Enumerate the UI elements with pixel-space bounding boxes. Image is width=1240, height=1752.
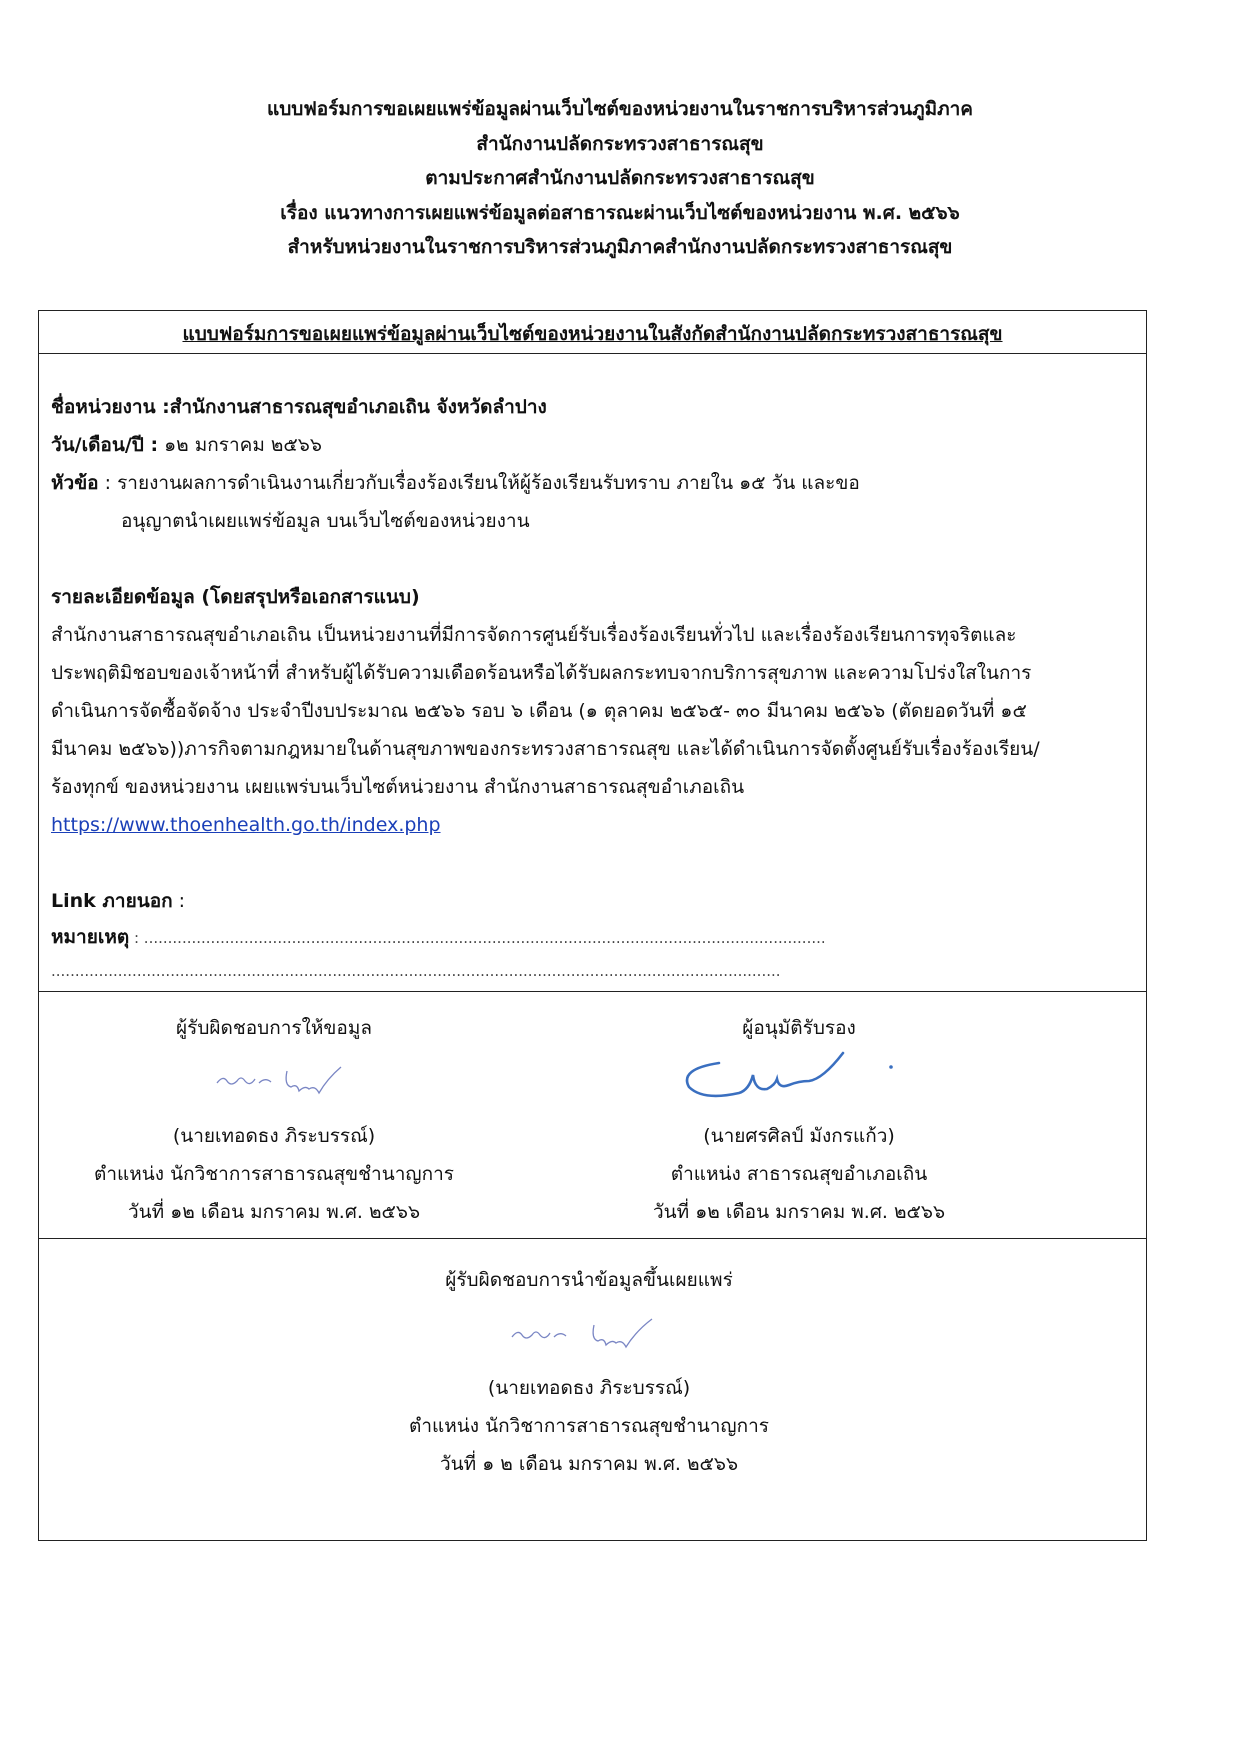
- header-line-5: สำหรับหน่วยงานในราชการบริหารส่วนภูมิภาคสำนักงานปลัดกระทรวงสาธารณสุข: [287, 236, 953, 258]
- bottom-position: ตำแหน่ง นักวิชาการสาธารณสุขชำนาญการ: [409, 1415, 769, 1437]
- signature-block-left: [59, 1009, 489, 1231]
- detail-line-5: ร้องทุกข์ ของหน่วยงาน เผยแพร่บนเว็บไซต์หน่วยงาน สำนักงานสาธารณสุขอำเภอเถิน: [51, 776, 745, 798]
- note-dots-1: : ...............................................................................................................................................: [129, 929, 826, 947]
- detail-link[interactable]: https://www.thoenhealth.go.th/index.php: [51, 814, 441, 836]
- header-line-3: ตามประกาศสำนักงานปลัดกระทรวงสาธารณสุข: [425, 167, 815, 189]
- topic-row: [51, 469, 860, 497]
- left-signature: [59, 1047, 489, 1117]
- external-link-label: Link ภายนอก: [51, 890, 173, 912]
- right-name: (นายศรศิลป์ มังกรแก้ว): [703, 1125, 895, 1147]
- topic-line-1: : รายงานผลการดำเนินงานเกี่ยวกับเรื่องร้องเรียนให้ผู้ร้องเรียนรับทราบ ภายใน ๑๕ วัน และขอ: [98, 472, 860, 494]
- signature-divider-bottom: [39, 1238, 1146, 1239]
- right-role: ผู้อนุมัติรับรอง: [742, 1017, 856, 1039]
- agency-label: ชื่อหน่วยงาน :: [51, 396, 170, 418]
- bottom-signature: [339, 1299, 839, 1369]
- left-date: วันที่ ๑๒ เดือน มกราคม พ.ศ. ๒๕๖๖: [127, 1201, 421, 1223]
- external-link-row: [51, 887, 185, 915]
- topic-line-2: อนุญาตนำเผยแพร่ข้อมูล บนเว็บไซต์ของหน่วยงาน: [121, 510, 530, 532]
- agency-row: [51, 393, 547, 421]
- right-position: ตำแหน่ง สาธารณสุขอำเภอเถิน: [670, 1163, 928, 1185]
- left-name: (นายเทอดธง ภิระบรรณ์): [172, 1125, 376, 1147]
- note-row: [51, 923, 826, 952]
- document-header: [0, 92, 1240, 265]
- detail-line-4: มีนาคม ๒๕๖๖))ภารกิจตามกฎหมายในด้านสุขภาพของกระทรวงสาธารณสุข และได้ดำเนินการจัดตั้งศูนย์รับเรื่องร้องเรียน/: [51, 738, 1040, 760]
- signature-image-left: [209, 1053, 359, 1103]
- signature-image-right: [679, 1049, 919, 1109]
- title-divider: [39, 353, 1146, 354]
- signature-image-bottom: [504, 1307, 674, 1357]
- left-role: ผู้รับผิดชอบการให้ขอมูล: [176, 1017, 372, 1039]
- right-date: วันที่ ๑๒ เดือน มกราคม พ.ศ. ๒๕๖๖: [652, 1201, 946, 1223]
- signature-divider-top: [39, 991, 1146, 992]
- detail-line-2: ประพฤติมิชอบของเจ้าหน้าที่ สำหรับผู้ได้รับความเดือดร้อนหรือได้รับผลกระทบจากบริการสุขภาพ และความโปร่งใสในการ: [51, 662, 1032, 684]
- bottom-date: วันที่ ๑ ๒ เดือน มกราคม พ.ศ. ๒๕๖๖: [439, 1453, 739, 1475]
- note-label: หมายเหตุ: [51, 926, 130, 948]
- form-frame: [38, 310, 1147, 1541]
- date-row: [51, 431, 322, 459]
- header-line-2: สำนักงานปลัดกระทรวงสาธารณสุข: [476, 132, 764, 155]
- agency-value: สำนักงานสาธารณสุขอำเภอเถิน จังหวัดลำปาง: [169, 396, 547, 418]
- date-value: ๑๒ มกราคม ๒๕๖๖: [158, 434, 322, 456]
- note-dots-2: .........................................................................................................................................................: [51, 962, 781, 980]
- header-line-4: เรื่อง แนวทางการเผยแพร่ข้อมูลต่อสาธารณะผ่านเว็บไซต์ของหน่วยงาน พ.ศ. ๒๕๖๖: [280, 201, 960, 224]
- date-label: วัน/เดือน/ปี :: [51, 434, 159, 456]
- external-link-colon: :: [172, 890, 186, 912]
- detail-line-3: ดำเนินการจัดซื้อจัดจ้าง ประจำปีงบประมาณ ๒๕๖๖ รอบ ๖ เดือน (๑ ตุลาคม ๒๕๖๕- ๓๐ มีนาคม ๒๕๖๖ (ตัดยอดวันที่ ๑๕: [51, 700, 1027, 722]
- right-signature: [579, 1047, 1019, 1117]
- form-title: แบบฟอร์มการขอเผยแพร่ข้อมูลผ่านเว็บไซต์ของหน่วยงานในสังกัดสำนักงานปลัดกระทรวงสาธารณสุข: [182, 323, 1003, 345]
- bottom-name: (นายเทอดธง ภิระบรรณ์): [487, 1377, 691, 1399]
- header-line-1: แบบฟอร์มการขอเผยแพร่ข้อมูลผ่านเว็บไซต์ของหน่วยงานในราชการบริหารส่วนภูมิภาค: [266, 98, 974, 120]
- signature-block-bottom: [339, 1261, 839, 1483]
- signature-block-right: [579, 1009, 1019, 1231]
- topic-label: หัวข้อ: [51, 472, 99, 494]
- detail-heading: รายละเอียดข้อมูล (โดยสรุปหรือเอกสารแนบ): [51, 586, 420, 608]
- detail-line-1: สำนักงานสาธารณสุขอำเภอเถิน เป็นหน่วยงานที่มีการจัดการศูนย์รับเรื่องร้องเรียนทั่วไป และเรื่องร้องเรียนการทุจริตและ: [51, 624, 1017, 646]
- left-position: ตำแหน่ง นักวิชาการสาธารณสุขชำนาญการ: [94, 1163, 454, 1185]
- bottom-role: ผู้รับผิดชอบการนำข้อมูลขึ้นเผยแพร่: [445, 1269, 733, 1291]
